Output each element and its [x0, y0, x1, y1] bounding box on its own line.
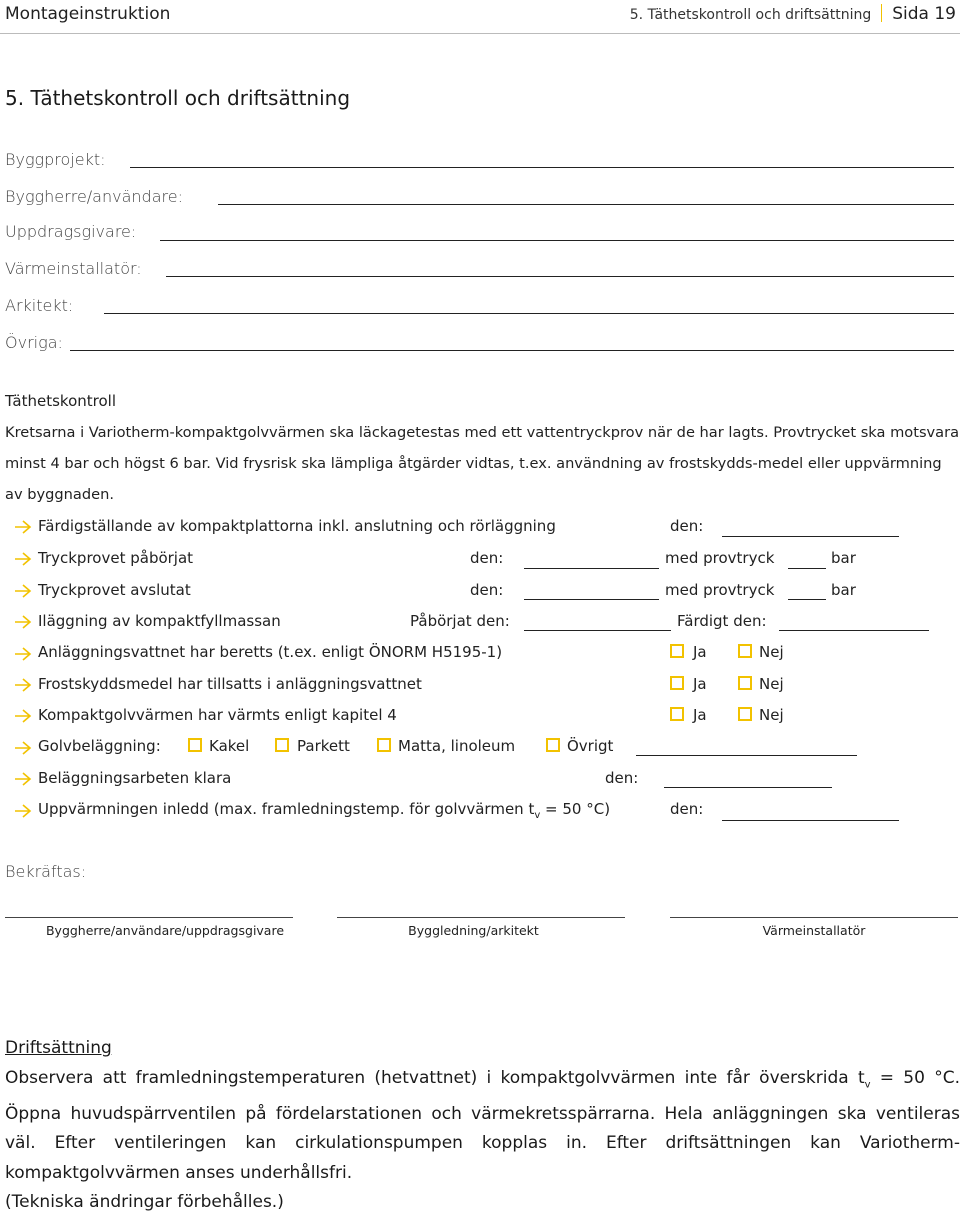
- checkbox-ja[interactable]: [670, 644, 684, 658]
- checkbox-kakel[interactable]: [188, 738, 202, 752]
- bar-unit: bar: [831, 549, 856, 567]
- check-text-belaggningsarbeten: Beläggningsarbeten klara: [38, 769, 232, 787]
- checkbox-nej[interactable]: [738, 707, 752, 721]
- field-line-varmeinstallator[interactable]: [166, 276, 954, 277]
- check-text-golvbelaggning: Golvbeläggning:: [38, 737, 161, 755]
- date-field[interactable]: [524, 568, 659, 569]
- check-text-anlaggningsvatten: Anläggningsvattnet har beretts (t.ex. enligt ÖNORM H5195-1): [38, 643, 503, 661]
- field-label-arkitekt: Arkitekt:: [5, 296, 74, 315]
- check-text-ilaggning: Iläggning av kompaktfyllmassan: [38, 612, 281, 630]
- checkbox-ja[interactable]: [670, 676, 684, 690]
- signature-label-1: Byggherre/användare/uppdragsgivare: [45, 923, 285, 938]
- section-title: 5. Täthetskontroll och driftsättning: [629, 7, 872, 23]
- den-label: den:: [670, 800, 704, 818]
- section-heading-tathetskontroll: Täthetskontroll: [5, 392, 116, 410]
- section-heading-driftsattning: Driftsättning: [5, 1038, 112, 1058]
- provtryck-label: med provtryck: [665, 549, 775, 567]
- field-line-uppdragsgivare[interactable]: [160, 240, 954, 241]
- drift-note: (Tekniska ändringar förbehålles.): [5, 1192, 284, 1213]
- date-field[interactable]: [722, 820, 899, 821]
- arrow-icon: [13, 771, 33, 787]
- nej-label: Nej: [759, 643, 784, 661]
- option-matta: Matta, linoleum: [398, 737, 516, 755]
- ovrigt-field[interactable]: [636, 755, 857, 756]
- header-right: [630, 4, 956, 24]
- check-text-uppvarmning-kapitel: Kompaktgolvvärmen har värmts enligt kapitel 4: [38, 706, 397, 724]
- arrow-icon: [13, 803, 33, 819]
- option-ovrigt: Övrigt: [567, 737, 614, 755]
- checkbox-ja[interactable]: [670, 707, 684, 721]
- confirm-label: Bekräftas:: [5, 862, 87, 881]
- ja-label: Ja: [693, 706, 707, 724]
- option-kakel: Kakel: [209, 737, 250, 755]
- pressure-field[interactable]: [788, 599, 826, 600]
- ja-label: Ja: [693, 675, 707, 693]
- field-line-byggherre[interactable]: [218, 204, 954, 205]
- den-label: den:: [470, 549, 504, 567]
- check-text-frostskydd: Frostskyddsmedel har tillsatts i anläggningsvattnet: [38, 675, 422, 693]
- date-field[interactable]: [664, 787, 832, 788]
- arrow-icon: [13, 551, 33, 567]
- date-field[interactable]: [779, 630, 929, 631]
- header-divider: [881, 4, 882, 22]
- arrow-icon: [13, 583, 33, 599]
- arrow-icon: [13, 646, 33, 662]
- field-label-varmeinstallator: Värmeinstallatör:: [5, 259, 142, 278]
- page-header: [0, 0, 960, 32]
- option-parkett: Parkett: [297, 737, 350, 755]
- field-line-ovriga[interactable]: [70, 350, 954, 351]
- nej-label: Nej: [759, 706, 784, 724]
- field-label-byggherre: Byggherre/användare:: [5, 187, 183, 206]
- date-field[interactable]: [524, 599, 659, 600]
- signature-line-1[interactable]: [5, 917, 293, 918]
- check-text-tryck-paborjat: Tryckprovet påbörjat: [38, 549, 194, 567]
- page-title: 5. Täthetskontroll och driftsättning: [5, 86, 351, 110]
- arrow-icon: [13, 740, 33, 756]
- ja-label: Ja: [693, 643, 707, 661]
- checkbox-ovrigt[interactable]: [546, 738, 560, 752]
- nej-label: Nej: [759, 675, 784, 693]
- signature-label-2: Byggledning/arkitekt: [408, 923, 539, 938]
- fardigt-label: Färdigt den:: [677, 612, 767, 630]
- checkbox-parkett[interactable]: [275, 738, 289, 752]
- signature-line-3[interactable]: [670, 917, 958, 918]
- document-title: Montageinstruktion: [5, 4, 171, 24]
- drift-paragraph: Observera att framledningstemperaturen (hetvattnet) i kompaktgolvvärmen inte får överskrida $t_v = 50$ °C. Öppna huvudspärrventilen på fördelarstationen och värmekretsspärrarna. Hela anläggningen ska ventileras väl. Efter ventileringen kan cirkulationspumpen kopplas in. Efter driftsättningen kan Variotherm-kompaktgolvvärmen anses underhållsfri. (Tekniska ändringar förbehålles.): [5, 1068, 960, 1213]
- field-line-byggprojekt[interactable]: [130, 167, 954, 168]
- arrow-icon: [13, 614, 33, 630]
- field-label-uppdragsgivare: Uppdragsgivare:: [5, 222, 137, 241]
- date-field[interactable]: [524, 630, 671, 631]
- page-number: Sida 19: [892, 4, 956, 24]
- signature-label-3: Värmeinstallatör: [762, 923, 866, 938]
- tathet-paragraph: Kretsarna i Variotherm-kompaktgolvvärmen ska läckagetestas med ett vattentryckprov när de har lagts. Provtrycket ska motsvara minst 4 bar och högst 6 bar. Vid frysrisk ska lämpliga åtgärder vidtas, t.ex. användning av frostskydds-medel eller uppvärmning av byggnaden.: [5, 424, 960, 503]
- arrow-icon: [13, 677, 33, 693]
- field-label-ovriga: Övriga:: [5, 333, 63, 352]
- signature-line-2[interactable]: [337, 917, 625, 918]
- field-line-arkitekt[interactable]: [104, 313, 954, 314]
- date-field[interactable]: [722, 536, 899, 537]
- checkbox-matta[interactable]: [377, 738, 391, 752]
- check-text-tryck-avslutat: Tryckprovet avslutat: [38, 581, 191, 599]
- den-label: den:: [605, 769, 639, 787]
- header-rule: [0, 33, 960, 34]
- field-label-byggprojekt: Byggprojekt:: [5, 150, 106, 169]
- checkbox-nej[interactable]: [738, 676, 752, 690]
- pressure-field[interactable]: [788, 568, 826, 569]
- check-text-fardigstallande: Färdigställande av kompaktplattorna inkl. anslutning och rörläggning: [38, 517, 556, 535]
- den-label: den:: [470, 581, 504, 599]
- bar-unit: bar: [831, 581, 856, 599]
- check-text-uppvarmningen-inledd: Uppvärmningen inledd (max. framledningstemp. för golvvärmen $t_v = 50$ °C): [38, 800, 611, 821]
- arrow-icon: [13, 519, 33, 535]
- den-label: den:: [670, 517, 704, 535]
- arrow-icon: [13, 708, 33, 724]
- provtryck-label: med provtryck: [665, 581, 775, 599]
- paborjat-label: Påbörjat den:: [410, 612, 510, 630]
- checkbox-nej[interactable]: [738, 644, 752, 658]
